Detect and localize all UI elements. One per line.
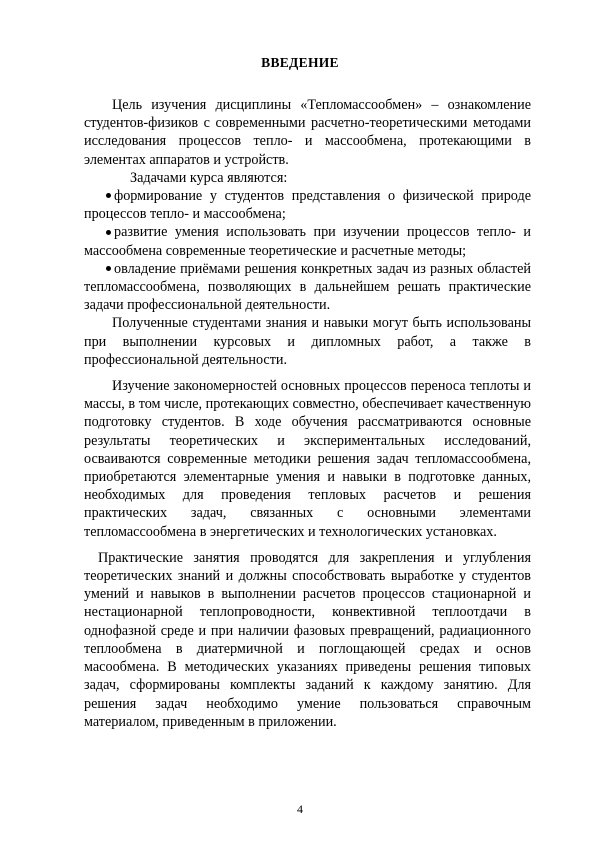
bullet-icon	[106, 187, 114, 205]
page-title: ВВЕДЕНИЕ	[261, 55, 339, 70]
bullet-text: формирование у студентов представления о физической природе процессов тепло- и массообмена;	[84, 188, 531, 223]
bullet-text: развитие умения использовать при изучении процессов тепло- и массообмена современные теоретические и расчетные методы;	[84, 224, 531, 259]
bullet-item-3	[84, 260, 531, 315]
bullet-icon	[106, 223, 114, 241]
paragraph-study: Изучение закономерностей основных процессов переноса теплоты и массы, в том числе, протекающих совместно, обеспечивает качественную подготовку студентов. В ходе обучения рассматриваются основные результаты теоретических и экспериментальных исследований, осваиваются современные методики решения задач тепломассообмена, приобретаются элементарные умения и навыки в подготовке данных, необходимых для проведения тепловых расчетов и решения практических задач, связанных с основными элементами тепломассообмена в энергетических и технологических установках.	[84, 378, 531, 540]
bullet-item-1	[84, 187, 531, 223]
paragraph-skills: Полученные студентами знания и навыки могут быть использованы при выполнении курсовых и дипломных работ, а также в профессиональной деятельности.	[84, 315, 531, 368]
body-text	[84, 96, 531, 731]
page-number: 4	[297, 802, 303, 816]
paragraph-practical: Практические занятия проводятся для закрепления и углубления теоретических знаний и должны способствовать выработке у студентов умений и навыков в выполнении расчетов процессов стационарной и нестационарной теплопроводности, конвективной теплоотдачи в однофазной среде и при наличии фазовых превращений, радиационного теплообмена в диатермичной и поглощающей средах и основ масообмена. В методических указаниях приведены решения типовых задач, сформированы комплекты заданий к каждому занятию. Для решения задач необходимо умение пользоваться справочным материалом, приведенным в приложении.	[84, 549, 531, 730]
bullet-icon	[106, 260, 114, 278]
paragraph-tasks-intro: Задачами курса являются:	[130, 169, 288, 186]
bullet-item-2	[84, 223, 531, 259]
paragraph-goal: Цель изучения дисциплины «Тепломассообмен» – ознакомление студентов-физиков с современными расчетно-теоретическими методами исследования процессов тепло- и массообмена, протекающими в элементах аппаратов и устройств.	[84, 97, 531, 168]
bullet-text: овладение приёмами решения конкретных задач из разных областей тепломассообмена, позволяющих в дальнейшем решать практические задачи профессиональной деятельности.	[84, 260, 531, 314]
